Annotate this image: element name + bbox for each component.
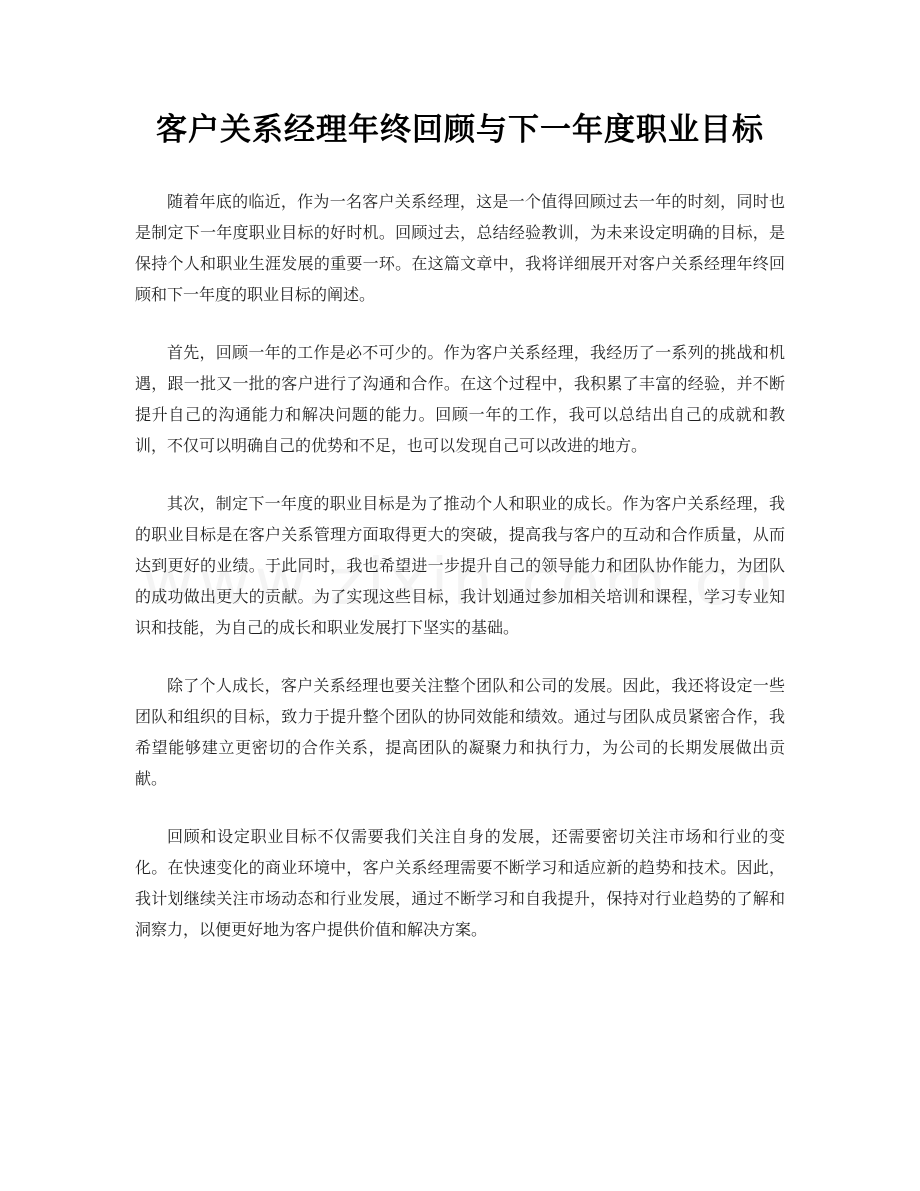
paragraph-4: 除了个人成长，客户关系经理也要关注整个团队和公司的发展。因此，我还将设定一些团队和组织的目标，致力于提升整个团队的协同效能和绩效。通过与团队成员紧密合作，我希望能够建立更密切的合作关系，提高团队的凝聚力和执行力，为公司的长期发展做出贡献。 [135, 676, 785, 788]
paragraph-2: 首先，回顾一年的工作是必不可少的。作为客户关系经理，我经历了一系列的挑战和机遇，跟一批又一批的客户进行了沟通和合作。在这个过程中，我积累了丰富的经验，并不断提升自己的沟通能力和解决问题的能力。回顾一年的工作，我可以总结出自己的成就和教训，不仅可以明确自己的优势和不足，也可以发现自己可以改进的地方。 [135, 343, 785, 455]
document-body [135, 186, 785, 972]
paragraph-1: 随着年底的临近，作为一名客户关系经理，这是一个值得回顾过去一年的时刻，同时也是制定下一年度职业目标的好时机。回顾过去，总结经验教训，为未来设定明确的目标，是保持个人和职业生涯发展的重要一环。在这篇文章中，我将详细展开对客户关系经理年终回顾和下一年度的职业目标的阐述。 [135, 192, 785, 304]
paragraph-5: 回顾和设定职业目标不仅需要我们关注自身的发展，还需要密切关注市场和行业的变化。在快速变化的商业环境中，客户关系经理需要不断学习和适应新的趋势和技术。因此，我计划继续关注市场动态和行业发展，通过不断学习和自我提升，保持对行业趋势的了解和洞察力，以便更好地为客户提供价值和解决方案。 [135, 827, 785, 939]
document-title: 客户关系经理年终回顾与下一年度职业目标 [156, 112, 764, 148]
paragraph-3: 其次，制定下一年度的职业目标是为了推动个人和职业的成长。作为客户关系经理，我的职业目标是在客户关系管理方面取得更大的突破，提高我与客户的互动和合作质量，从而达到更好的业绩。于此同时，我也希望进一步提升自己的领导能力和团队协作能力，为团队的成功做出更大的贡献。为了实现这些目标，我计划通过参加相关培训和课程，学习专业知识和技能，为自己的成长和职业发展打下坚实的基础。 [135, 494, 785, 637]
